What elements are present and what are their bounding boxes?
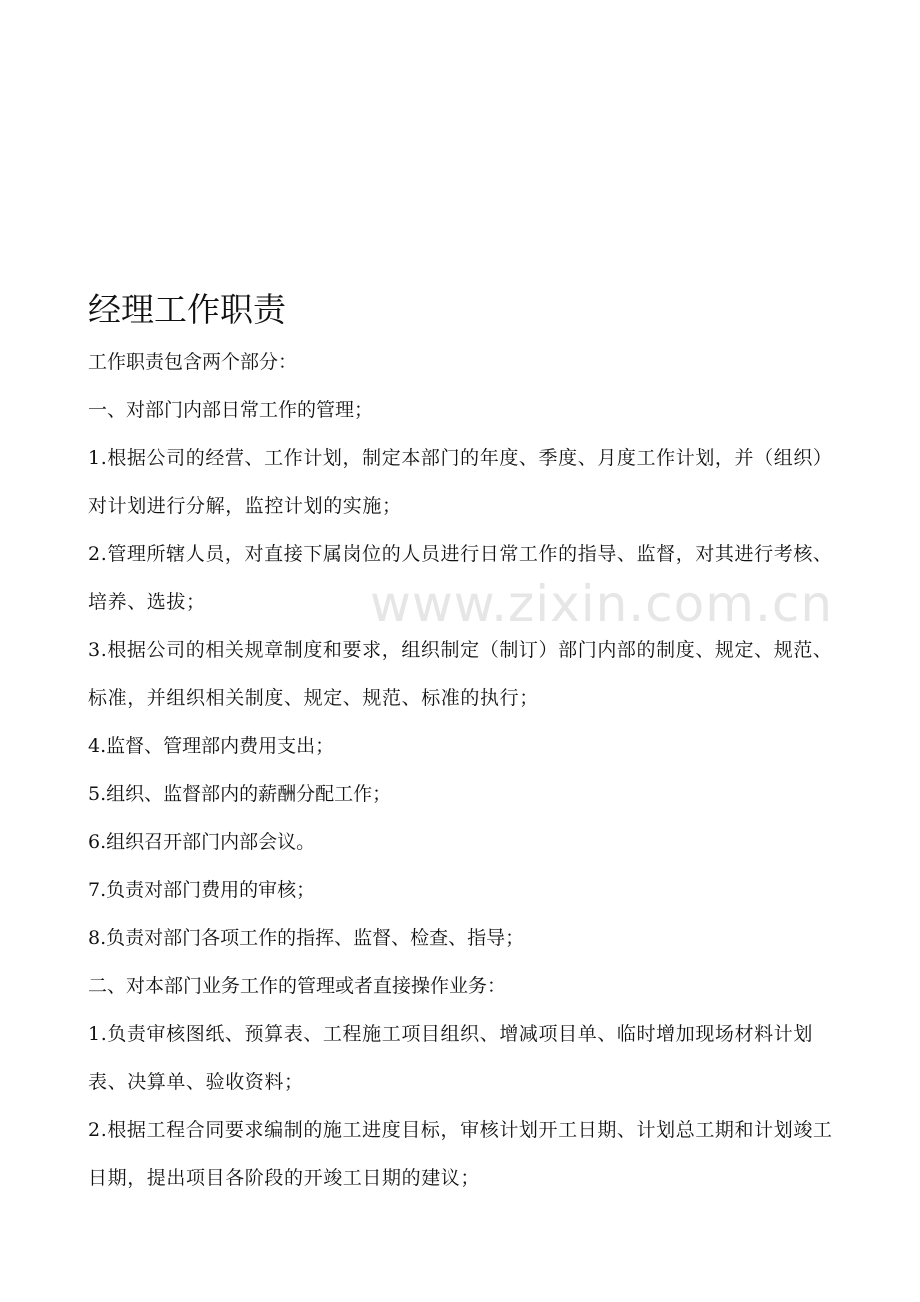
list-item: 6.组织召开部门内部会议。 (88, 831, 316, 853)
section-heading-2: 二、对本部门业务工作的管理或者直接操作业务： (88, 975, 507, 997)
list-item: 4.监督、管理部内费用支出； (88, 735, 335, 757)
list-item: 3.根据公司的相关规章制度和要求，组织制定（制订）部门内部的制度、规定、规范、标准，并组织相关制度、规定、规范、标准的执行； (88, 639, 833, 709)
section-heading-1: 一、对部门内部日常工作的管理； (88, 399, 374, 421)
list-item: 7.负责对部门费用的审核； (88, 879, 316, 901)
document-body (88, 284, 836, 1202)
watermark: www.zixin.com.cn (370, 575, 834, 633)
document-title: 经理工作职责 (88, 290, 286, 329)
list-item: 1.根据公司的经营、工作计划，制定本部门的年度、季度、月度工作计划，并（组织）对计划进行分解，监控计划的实施； (88, 447, 833, 517)
list-item: 5.组织、监督部内的薪酬分配工作； (88, 783, 392, 805)
intro-paragraph: 工作职责包含两个部分： (88, 351, 298, 373)
list-item: 1.负责审核图纸、预算表、工程施工项目组织、增减项目单、临时增加现场材料计划表、决算单、验收资料； (88, 1023, 813, 1093)
list-item: 2.根据工程合同要求编制的施工进度目标，审核计划开工日期、计划总工期和计划竣工日期，提出项目各阶段的开竣工日期的建议； (88, 1119, 833, 1189)
list-item: 2.管理所辖人员，对直接下属岗位的人员进行日常工作的指导、监督，对其进行考核、培养、选拔； (88, 543, 833, 613)
list-item: 8.负责对部门各项工作的指挥、监督、检查、指导； (88, 927, 525, 949)
